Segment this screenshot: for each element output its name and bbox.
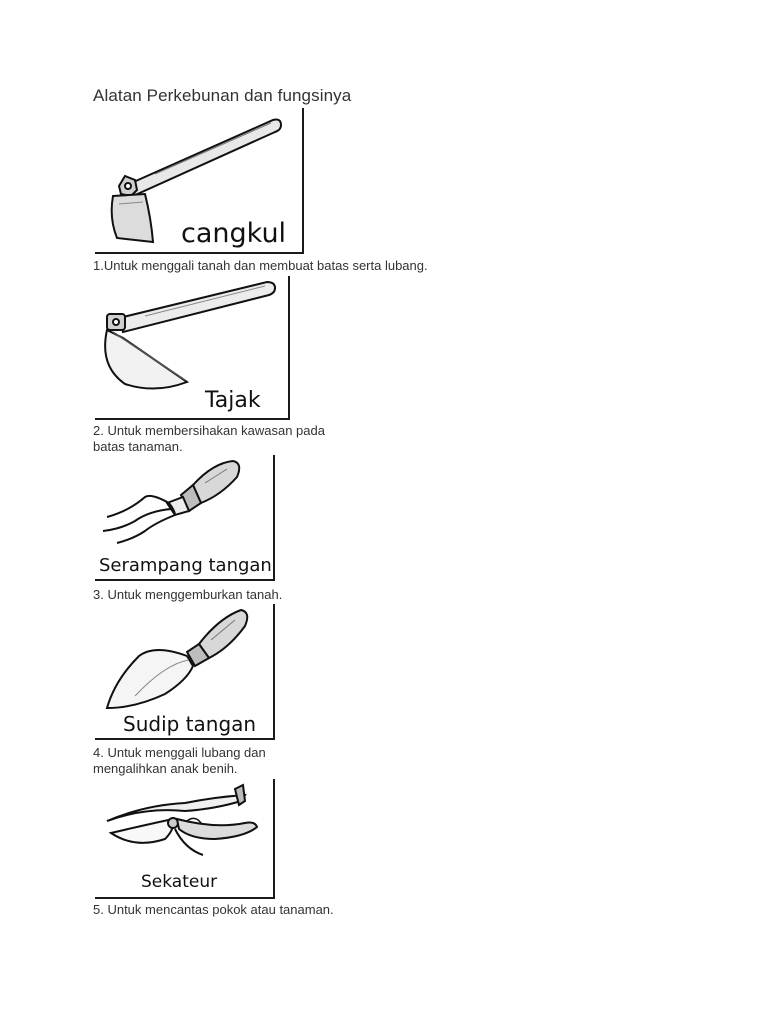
tool-label: Sekateur (141, 872, 218, 892)
tool-card-serampang-tangan (95, 455, 275, 581)
tool-description: 1.Untuk menggali tanah dan membuat batas serta lubang. (93, 258, 428, 273)
tool-label: cangkul (181, 218, 287, 249)
tool-label: Tajak (205, 388, 261, 413)
tool-label: Sudip tangan (123, 712, 257, 736)
tool-description: 5. Untuk mencantas pokok atau tanaman. (93, 902, 334, 917)
tool-card-sekateur (95, 779, 275, 899)
tool-card-sudip-tangan (95, 604, 275, 740)
page-title: Alatan Perkebunan dan fungsinya (93, 86, 352, 105)
tool-description: 3. Untuk menggemburkan tanah. (93, 587, 283, 602)
tool-label: Serampang tangan (99, 555, 272, 576)
tool-description: 2. Untuk membersihakan kawasan pada batas tanaman. (93, 423, 325, 454)
tool-card-cangkul (95, 108, 304, 254)
tool-card-tajak (95, 276, 290, 420)
tool-description: 4. Untuk menggali lubang dan mengalihkan anak benih. (93, 745, 266, 776)
